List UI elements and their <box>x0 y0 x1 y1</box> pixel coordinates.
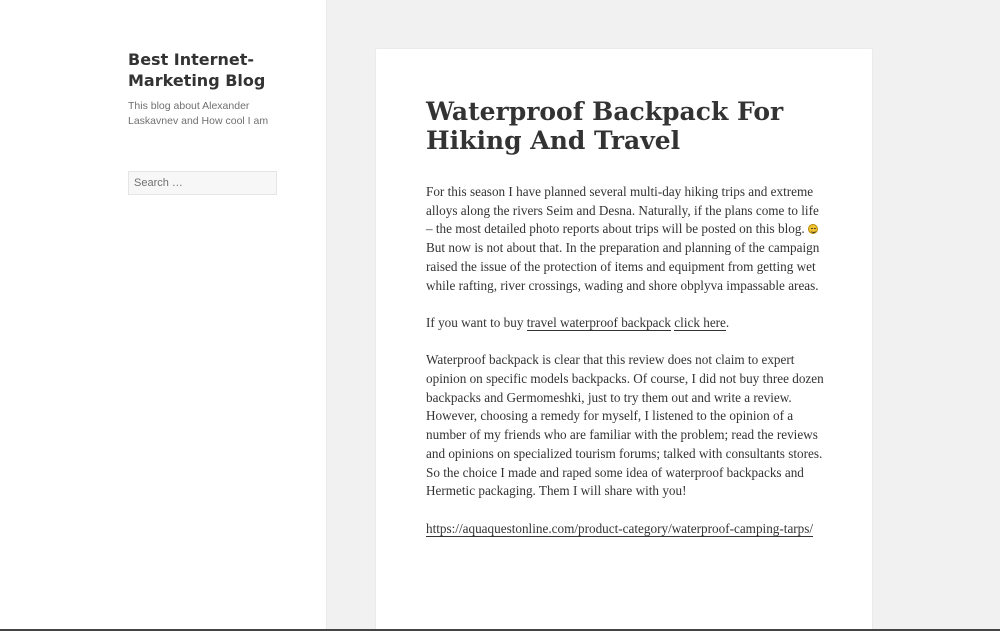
post-article <box>426 97 826 557</box>
paragraph-1-text-a: For this season I have planned several multi-day hiking trips and extreme alloys along the rivers Seim and Desna. Naturally, if the plans come to life – the most detailed photo reports about trips will be posted on this blog. <box>426 184 819 237</box>
sidebar <box>0 0 326 631</box>
post-title: Waterproof Backpack For Hiking And Travel <box>426 97 784 155</box>
smiley-icon <box>808 224 818 234</box>
paragraph-4 <box>426 520 826 539</box>
travel-backpack-link[interactable]: travel waterproof backpack <box>526 314 671 330</box>
paragraph-2-prefix: If you want to buy <box>426 314 527 330</box>
site-description: This blog about Alexander Laskavnev and How cool I am <box>128 100 269 127</box>
paragraph-2-suffix: . <box>725 314 730 330</box>
paragraph-1 <box>426 183 826 295</box>
site-title-link[interactable]: Best Internet-Marketing Blog <box>128 50 266 90</box>
paragraph-1-text-b: But now is not about that. In the preparation and planning of the campaign raised the issue of the protection of items and equipment from getting wet while rafting, river crossings, wading and shore obplyva impassable areas. <box>426 240 820 293</box>
paragraph-3: Waterproof backpack is clear that this review does not claim to expert opinion on specific models backpacks. Of course, I did not buy three dozen backpacks and Germomeshki, just to try them out and write a review. However, choosing a remedy for myself, I listened to the opinion of a number of my friends who are familiar with the problem; read the reviews and opinions on specialized tourism forums; talked with consultants stores. So the choice I made and raped some idea of waterproof backpacks and Hermetic packaging. Them I will share with you! <box>426 352 824 499</box>
search-input[interactable]: Search … <box>128 171 277 195</box>
site-branding <box>128 49 298 129</box>
post-content <box>426 183 826 538</box>
click-here-link[interactable]: click here <box>674 314 726 330</box>
paragraph-2 <box>426 314 826 333</box>
post-card <box>376 49 872 631</box>
aquaquest-link[interactable]: https://aquaquestonline.com/product-category/waterproof-camping-tarps/ <box>426 520 814 536</box>
